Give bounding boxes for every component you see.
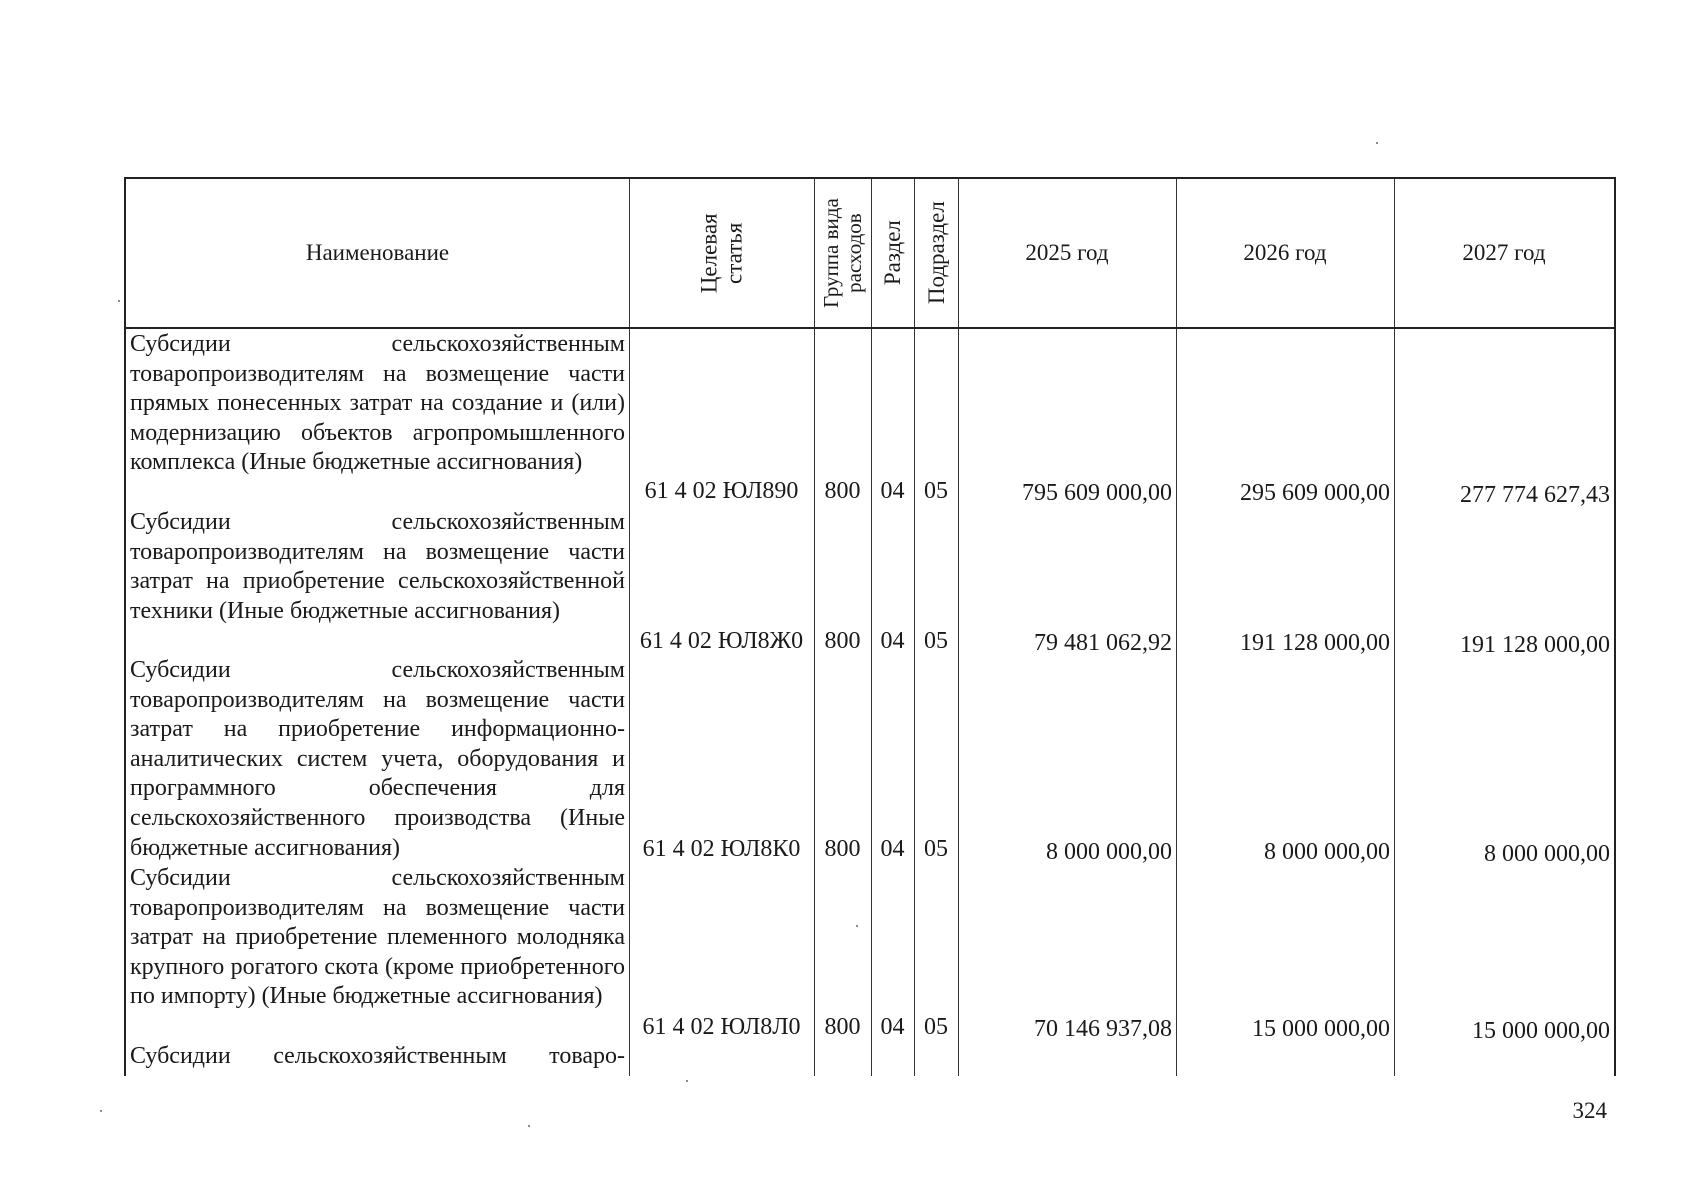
row-amount-2027: 8 000 000,00: [1484, 841, 1610, 867]
scan-speck: [528, 1125, 530, 1127]
table-row: [126, 656, 1614, 867]
scan-speck: [100, 1110, 102, 1112]
row-target-article: 61 4 02 ЮЛ890: [644, 478, 799, 504]
row-section: 04: [880, 1014, 905, 1040]
table-row: [126, 328, 1614, 508]
page-number: 324: [1572, 1098, 1607, 1123]
table-row: [126, 864, 1614, 1042]
row-name: Субсидии сельскохозяйственным товаропроизводителям на возмещение части затрат на приобретение племенного молодняка крупного рогатого скота (кроме приобретенного по импорту) (Иные бюджетные ассигнования): [130, 865, 625, 1010]
header-target-article: Целевая статья: [696, 213, 747, 293]
scan-speck: [1376, 142, 1378, 144]
header-year-2027: 2027 год: [1462, 240, 1546, 266]
scan-speck: [856, 925, 858, 927]
row-name: Субсидии сельскохозяйственным товаропроизводителям на возмещение части затрат на приобретение сельскохозяйственной техники (Иные бюджетные ассигнования): [130, 509, 625, 624]
row-subsection: 05: [924, 836, 948, 862]
row-amount-2026: 15 000 000,00: [1252, 1016, 1390, 1042]
row-amount-2025: 79 481 062,92: [1034, 630, 1172, 656]
table-header: [126, 179, 1614, 329]
row-target-article: 61 4 02 ЮЛ8Ж0: [639, 628, 804, 654]
table-row: [126, 1042, 1614, 1076]
row-expense-group: 800: [824, 836, 861, 862]
header-expense-group: Группа вида расходов: [818, 198, 866, 308]
header-year-2026: 2026 год: [1243, 240, 1327, 266]
header-subsection: Подраздел: [923, 201, 949, 305]
row-name: Субсидии сельскохозяйственным товаро-: [130, 1043, 625, 1069]
row-name: Субсидии сельскохозяйственным товаропроизводителям на возмещение части прямых понесенных затрат на создание и (или) модернизацию объектов агропромышленного комплекса (Иные бюджетные ассигнования): [130, 331, 625, 476]
row-amount-2027: 191 128 000,00: [1460, 632, 1610, 658]
row-amount-2026: 295 609 000,00: [1240, 480, 1390, 506]
row-amount-2027: 15 000 000,00: [1472, 1018, 1610, 1044]
row-section: 04: [880, 478, 905, 504]
row-section: 04: [880, 836, 905, 862]
row-target-article: 61 4 02 ЮЛ8Л0: [642, 1014, 801, 1040]
row-subsection: 05: [924, 1014, 948, 1040]
row-expense-group: 800: [824, 478, 861, 504]
row-amount-2026: 8 000 000,00: [1264, 839, 1390, 865]
budget-table: [124, 177, 1616, 1076]
row-amount-2025: 8 000 000,00: [1046, 839, 1172, 865]
row-target-article: 61 4 02 ЮЛ8К0: [642, 836, 801, 862]
row-expense-group: 800: [824, 628, 861, 654]
row-amount-2026: 191 128 000,00: [1240, 630, 1390, 656]
row-amount-2025: 70 146 937,08: [1034, 1016, 1172, 1042]
scan-speck: [686, 1080, 688, 1082]
header-section: Раздел: [879, 220, 905, 286]
row-expense-group: 800: [824, 1014, 861, 1040]
row-name: Субсидии сельскохозяйственным товаропроизводителям на возмещение части затрат на приобретение информационно-аналитических систем учета, оборудования и программного обеспечения для сельскохозяйственного производства (Иные бюджетные ассигнования): [130, 657, 625, 861]
table-row: [126, 508, 1614, 656]
row-amount-2027: 277 774 627,43: [1460, 482, 1610, 508]
row-section: 04: [880, 628, 905, 654]
row-amount-2025: 795 609 000,00: [1022, 480, 1172, 506]
scan-speck: [118, 300, 120, 302]
header-year-2025: 2025 год: [1025, 240, 1109, 266]
header-name: Наименование: [305, 240, 450, 266]
row-subsection: 05: [924, 478, 948, 504]
row-subsection: 05: [924, 628, 948, 654]
